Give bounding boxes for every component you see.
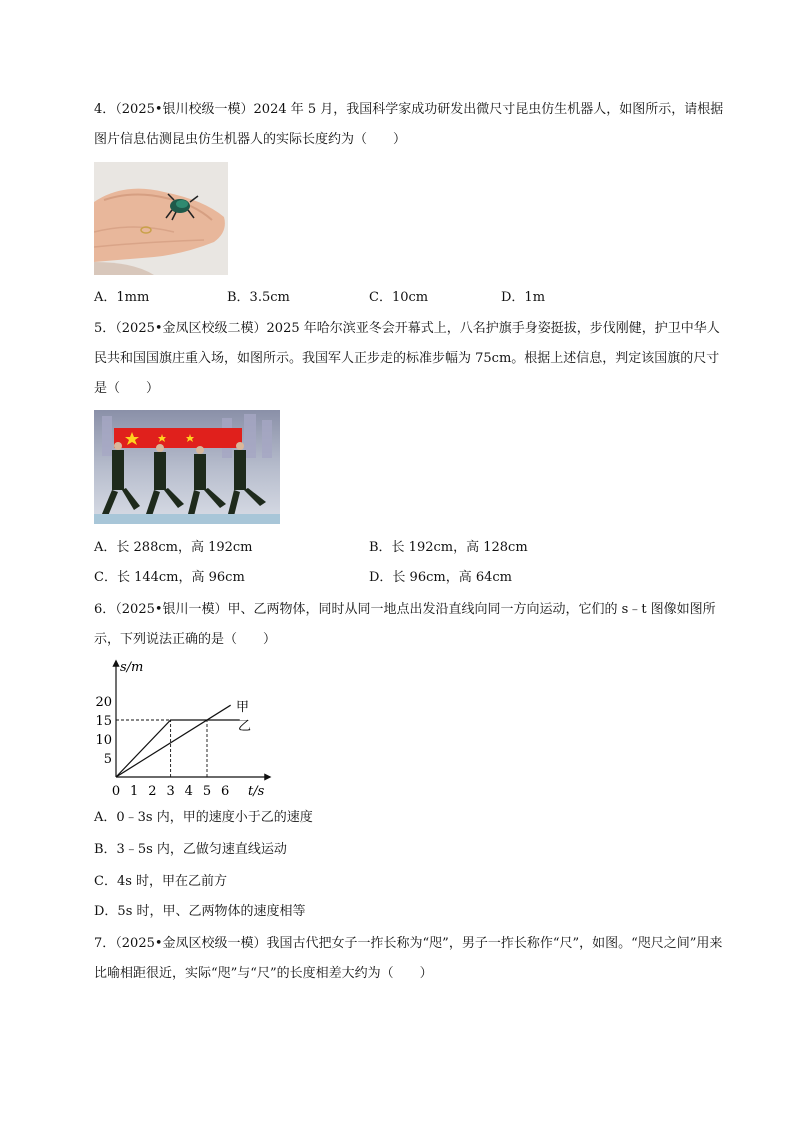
origin-label: 0: [111, 784, 121, 799]
q5-option-d[interactable]: D．长 96cm，高 64cm: [369, 570, 512, 585]
q4-option-b[interactable]: B．3.5cm: [227, 290, 290, 305]
y-tick-20: 20: [95, 695, 112, 710]
flag-guards-photo: [94, 410, 280, 524]
y-tick-15: 15: [95, 714, 112, 729]
q5-option-c[interactable]: C．长 144cm，高 96cm: [94, 570, 245, 585]
q6-option-c[interactable]: C．4s 时，甲在乙前方: [94, 874, 228, 889]
q4-option-a[interactable]: A．1mm: [94, 290, 150, 305]
x-axis-label: t/s: [248, 784, 265, 799]
question-7-text: 7．（2025•金凤区校级一模）我国古代把女子一拃长称为“咫”，男子一拃长称作“尺”，如图。“咫尺之间”用来比喻相距很近，实际“咫”与“尺”的长度相差大约为（ ）: [94, 936, 723, 981]
question-4-text: 4．（2025•银川校级一模）2024 年 5 月，我国科学家成功研发出微尺寸昆虫仿生机器人，如图所示，请根据图片信息估测昆虫仿生机器人的实际长度约为（ ）: [94, 102, 724, 147]
q6-option-a[interactable]: A．0﹣3s 内，甲的速度小于乙的速度: [94, 810, 313, 825]
s-t-chart: [94, 655, 280, 803]
insect-robot-photo: [94, 162, 228, 275]
question-4: [94, 95, 724, 155]
q6-option-d[interactable]: D．5s 时，甲、乙两物体的速度相等: [94, 904, 306, 919]
y-tick-5: 5: [103, 752, 112, 767]
x-tick-3: 3: [166, 784, 175, 799]
question-5-text: 5．（2025•金凤区校级二模）2025 年哈尔滨亚冬会开幕式上，八名护旗手身姿挺拔，步伐刚健，护卫中华人民共和国国旗庄重入场，如图所示。我国军人正步走的标准步幅为 75cm。根据上述信息，判定该国旗的尺寸是（ ）: [94, 321, 720, 396]
series-line-0: [116, 705, 231, 777]
x-tick-6: 6: [221, 784, 230, 799]
q5-option-b[interactable]: B．长 192cm，高 128cm: [369, 540, 528, 555]
question-6-text: 6．（2025•银川一模）甲、乙两物体，同时从同一地点出发沿直线向同一方向运动，它们的 s﹣t 图像如图所示，下列说法正确的是（ ）: [94, 602, 716, 647]
q4-option-d[interactable]: D．1m: [501, 290, 546, 305]
question-5: [94, 314, 724, 404]
series-line-1: [116, 720, 240, 777]
x-tick-1: 1: [130, 784, 139, 799]
y-axis-label: s/m: [120, 660, 144, 675]
x-tick-2: 2: [148, 784, 157, 799]
q4-option-c[interactable]: C．10cm: [369, 290, 429, 305]
q6-option-b[interactable]: B．3﹣5s 内，乙做匀速直线运动: [94, 842, 287, 857]
y-tick-10: 10: [95, 733, 112, 748]
series-label-jia: 甲: [236, 700, 250, 715]
x-tick-4: 4: [184, 784, 193, 799]
x-tick-5: 5: [202, 784, 212, 799]
question-6: [94, 595, 724, 655]
q5-option-a[interactable]: A．长 288cm，高 192cm: [94, 540, 253, 555]
series-label-yi: 乙: [238, 719, 252, 734]
question-7: [94, 929, 724, 989]
